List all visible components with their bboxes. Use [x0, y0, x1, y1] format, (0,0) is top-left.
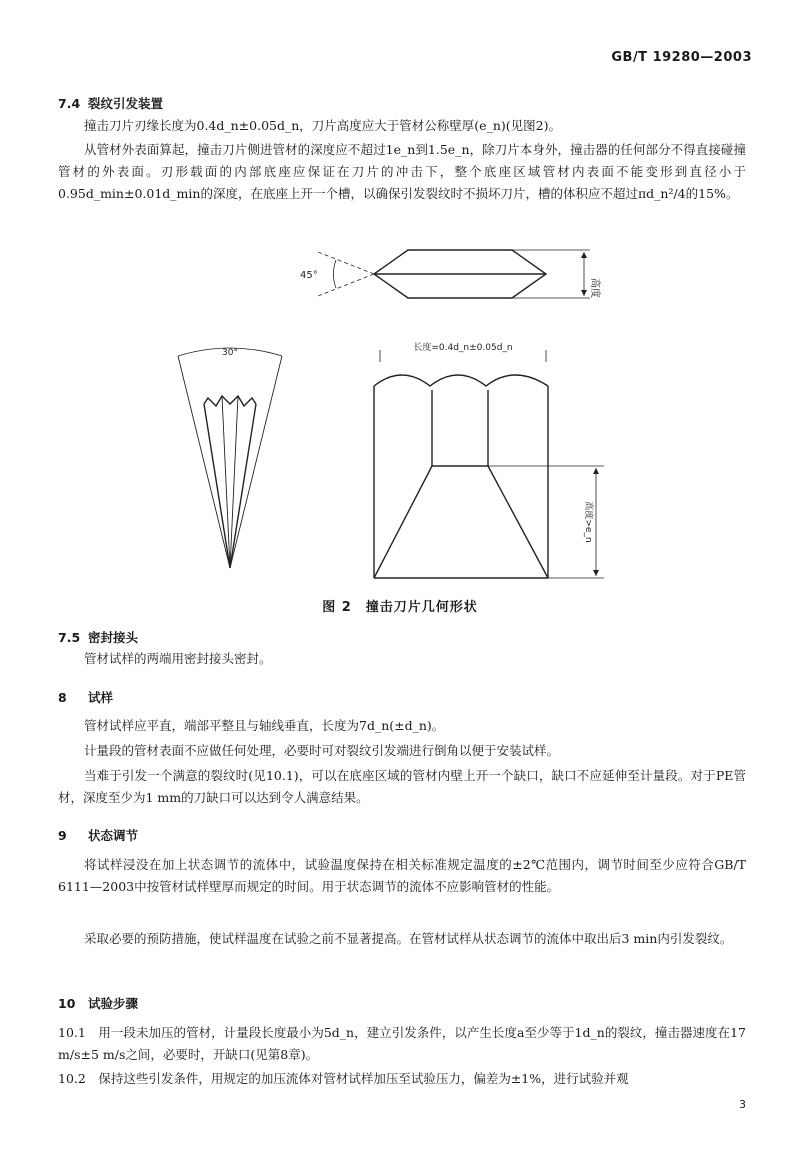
- blade-side-view: [178, 348, 282, 568]
- paragraph: 管材试样应平直，端部平整且与轴线垂直，长度为7d_n(±d_n)。: [84, 718, 445, 733]
- paragraph: 管材试样的两端用密封接头密封。: [84, 651, 272, 666]
- section-number: 7.4: [58, 96, 81, 111]
- section-heading-7-5: [58, 628, 138, 646]
- section-title: 试验步骤: [88, 996, 139, 1011]
- section-number: 9: [58, 828, 67, 843]
- section-title: 状态调节: [88, 828, 139, 843]
- blade-top-view: [318, 250, 590, 298]
- paragraph: 采取必要的预防措施，使试样温度在试验之前不显著提高。在管材试样从状态调节的流体中取出后3 min内引发裂纹。: [84, 931, 733, 946]
- section-heading-10: [58, 994, 138, 1012]
- paragraph: 计量段的管材表面不应做任何处理，必要时可对裂纹引发端进行倒角以便于安装试样。: [84, 743, 560, 758]
- angle-label: 30°: [222, 348, 238, 358]
- section-number: 8: [58, 690, 67, 705]
- standard-number: GB/T 19280—2003: [611, 50, 752, 65]
- angle-label: 45°: [300, 270, 318, 281]
- height-label: 高度: [589, 278, 600, 298]
- width-label: 长度=0.4d_n±0.05d_n: [413, 343, 513, 353]
- section-title: 密封接头: [88, 630, 139, 645]
- blade-front-view: [374, 350, 604, 578]
- paragraph: 从管材外表面算起，撞击刀片侧进管材的深度应不超过1e_n到1.5e_n，除刀片本身外，撞击器的任何部分不得直接碰撞管材的外表面。刃形载面的内部底座应保证在刀片的冲击下，整个底座区域管材内表面不能变形到直径小于0.95d_min±0.01d_min的深度，在底座上开一个槽，以确保引发裂纹时不损坏刀片，槽的体积应不超过πd_n²/4的15%。: [58, 142, 746, 201]
- paragraph: 撞击刀片刃缘长度为0.4d_n±0.05d_n，刀片高度应大于管材公称壁厚(e_n)(见图2)。: [84, 118, 561, 133]
- section-title: 裂纹引发装置: [88, 96, 164, 111]
- section-number: 10: [58, 996, 76, 1011]
- paragraph: 10.1 用一段未加压的管材，计量段长度最小为5d_n，建立引发条件，以产生长度a至少等于1d_n的裂纹，撞击器速度在17 m/s±5 m/s之间，必要时，开缺口(见第8章)。: [58, 1025, 746, 1062]
- paragraph: 10.2 保持这些引发条件，用规定的加压流体对管材试样加压至试验压力，偏差为±1%，进行试验并观: [58, 1071, 629, 1086]
- depth-label: 高度>e_n: [583, 501, 593, 543]
- paragraph: 当难于引发一个满意的裂纹时(见10.1)，可以在底座区域的管材内壁上开一个缺口，缺口不应延伸至计量段。对于PE管材，深度至少为1 mm的刀缺口可以达到令人满意结果。: [58, 768, 746, 805]
- paragraph: 将试样浸没在加上状态调节的流体中，试验温度保持在相关标准规定温度的±2℃范围内，调节时间至少应符合GB/T 6111—2003中按管材试样壁厚而规定的时间。用于状态调节的流体不应影响管材的性能。: [58, 857, 746, 894]
- section-heading-9: [58, 826, 138, 844]
- figure-caption: 图 2 撞击刀片几何形状: [322, 600, 478, 615]
- page-number: 3: [739, 1098, 746, 1111]
- section-number: 7.5: [58, 630, 81, 645]
- section-title: 试样: [88, 690, 114, 705]
- section-heading-8: [58, 688, 113, 706]
